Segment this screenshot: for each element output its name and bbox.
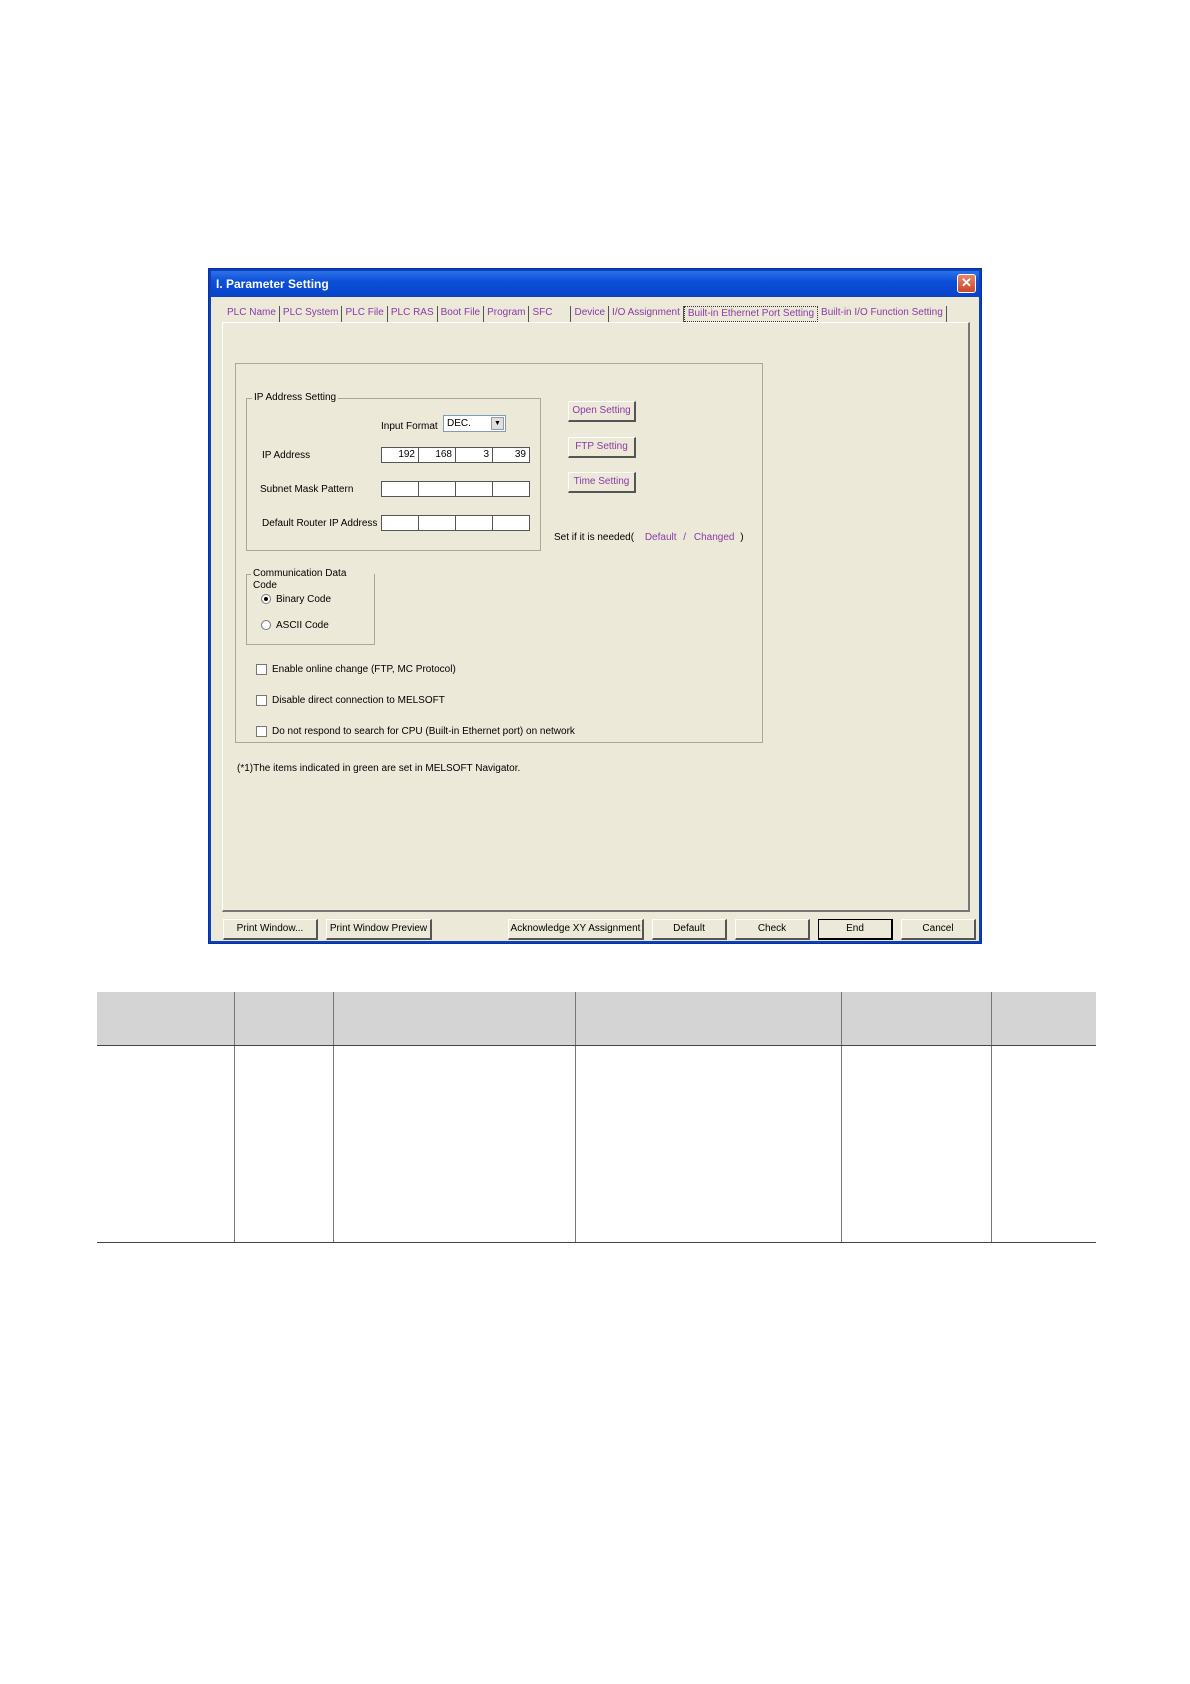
- default-button[interactable]: Default: [652, 919, 727, 940]
- ip-address-field[interactable]: [381, 447, 530, 463]
- tab-io-assignment[interactable]: I/O Assignment: [609, 306, 684, 322]
- router-octet-4[interactable]: [493, 516, 529, 530]
- ftp-setting-button[interactable]: FTP Setting: [568, 437, 636, 458]
- title-bar[interactable]: [211, 271, 979, 297]
- table-header-cell: [575, 992, 841, 1045]
- end-button[interactable]: End: [818, 919, 893, 940]
- print-window-preview-button[interactable]: Print Window Preview: [326, 919, 432, 940]
- no-respond-label: Do not respond to search for CPU (Built-in Ethernet port) on network: [272, 726, 575, 737]
- table-header-cell: [841, 992, 991, 1045]
- tab-built-in-ethernet-port-setting[interactable]: Built-in Ethernet Port Setting: [684, 306, 818, 322]
- ip-octet-2[interactable]: 168: [419, 448, 456, 462]
- router-octet-3[interactable]: [456, 516, 493, 530]
- tab-built-in-io-function-setting[interactable]: Built-in I/O Function Setting: [818, 306, 947, 322]
- tab-program[interactable]: Program: [484, 306, 529, 322]
- footnote-text: (*1)The items indicated in green are set in MELSOFT Navigator.: [237, 763, 521, 774]
- communication-data-code-group: [246, 568, 375, 645]
- router-octet-2[interactable]: [419, 516, 456, 530]
- ip-address-setting-group: [246, 392, 541, 551]
- window-title: I. Parameter Setting: [216, 277, 329, 291]
- subnet-mask-field[interactable]: [381, 481, 530, 497]
- subnet-mask-label: Subnet Mask Pattern: [260, 484, 354, 495]
- description-table: [97, 992, 1096, 1243]
- ip-octet-4[interactable]: 39: [514, 449, 526, 460]
- binary-code-radio[interactable]: [261, 594, 271, 604]
- input-format-value: DEC.: [447, 418, 471, 429]
- set-if-needed-note: [554, 532, 744, 544]
- ip-address-label: IP Address: [262, 450, 311, 461]
- tab-panel: [222, 322, 970, 912]
- tab-sfc[interactable]: SFC: [529, 306, 571, 322]
- subnet-octet-3[interactable]: [456, 482, 493, 496]
- disable-direct-label: Disable direct connection to MELSOFT: [272, 695, 445, 706]
- tab-plc-name[interactable]: PLC Name: [224, 306, 280, 322]
- table-header-cell: [234, 992, 333, 1045]
- print-window-button[interactable]: Print Window...: [223, 919, 318, 940]
- table-header-cell: [97, 992, 234, 1045]
- ascii-code-label: ASCII Code: [276, 620, 329, 631]
- acknowledge-xy-assignment-button[interactable]: Acknowledge XY Assignment: [508, 919, 644, 940]
- binary-code-label: Binary Code: [276, 594, 332, 605]
- default-router-field[interactable]: [381, 515, 530, 531]
- table-cell: [841, 1045, 991, 1242]
- ip-octet-1[interactable]: 192: [382, 448, 419, 462]
- table-cell: [575, 1045, 841, 1242]
- subnet-octet-1[interactable]: [382, 482, 419, 496]
- ip-octet-3[interactable]: 3: [456, 448, 493, 462]
- tab-boot-file[interactable]: Boot File: [438, 306, 484, 322]
- set-note-slash: /: [683, 532, 687, 543]
- ascii-code-radio[interactable]: [261, 620, 271, 630]
- time-setting-button[interactable]: Time Setting: [568, 472, 636, 493]
- tab-plc-system[interactable]: PLC System: [280, 306, 343, 322]
- tab-device[interactable]: Device: [571, 306, 609, 322]
- disable-direct-checkbox[interactable]: [256, 695, 267, 706]
- table-cell: [234, 1045, 333, 1242]
- default-router-label: Default Router IP Address: [262, 518, 378, 529]
- online-change-checkbox[interactable]: [256, 664, 267, 675]
- cancel-button[interactable]: Cancel: [901, 919, 976, 940]
- tab-plc-file[interactable]: PLC File: [342, 306, 387, 322]
- subnet-octet-4[interactable]: [493, 482, 529, 496]
- input-format-select[interactable]: [443, 415, 506, 432]
- parameter-setting-dialog: [209, 269, 981, 943]
- set-note-default: Default: [644, 532, 677, 543]
- set-note-prefix: Set if it is needed(: [554, 532, 635, 543]
- router-octet-1[interactable]: [382, 516, 419, 530]
- ip-group-title: IP Address Setting: [254, 392, 337, 403]
- table-cell: [991, 1045, 1096, 1242]
- set-note-suffix: ): [740, 532, 744, 543]
- subnet-octet-2[interactable]: [419, 482, 456, 496]
- chevron-down-icon[interactable]: ▼: [491, 417, 504, 430]
- table-header-row: [97, 992, 1096, 1045]
- table-cell: [333, 1045, 575, 1242]
- comm-group-title: Communication Data Code: [251, 568, 374, 592]
- tab-plc-ras[interactable]: PLC RAS: [388, 306, 438, 322]
- table-header-cell: [333, 992, 575, 1045]
- tab-strip: [224, 306, 947, 322]
- input-format-label: Input Format: [381, 421, 438, 432]
- online-change-label: Enable online change (FTP, MC Protocol): [272, 664, 456, 675]
- open-setting-button[interactable]: Open Setting: [568, 401, 636, 422]
- check-button[interactable]: Check: [735, 919, 810, 940]
- set-note-changed: Changed: [693, 532, 735, 543]
- table-row: [97, 1045, 1096, 1242]
- table-cell: [97, 1045, 234, 1242]
- no-respond-checkbox[interactable]: [256, 726, 267, 737]
- close-icon[interactable]: ✕: [957, 274, 976, 293]
- table-header-cell: [991, 992, 1096, 1045]
